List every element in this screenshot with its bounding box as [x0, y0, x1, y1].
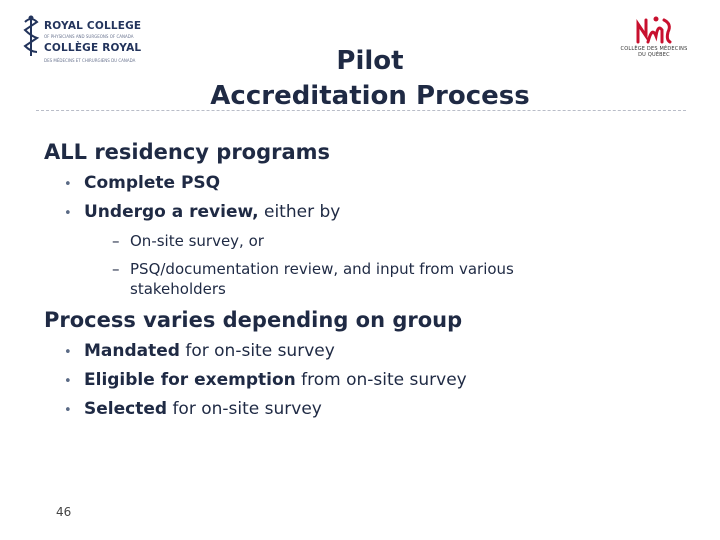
title-line1: Pilot	[336, 46, 404, 76]
bullet-dot: •	[64, 403, 72, 418]
cmq-logo	[612, 14, 696, 74]
bullet-bold: Undergo a review,	[84, 202, 259, 222]
bullet-bold: Complete PSQ	[84, 173, 221, 193]
caduceus-icon	[22, 14, 40, 58]
section2-heading: Process varies depending on group	[44, 308, 463, 332]
bullet-rest: from on-site survey	[295, 370, 467, 390]
subitem-text: On-site survey, or	[130, 232, 264, 250]
section2-bullet1	[64, 341, 335, 361]
section1-bullet1	[64, 173, 220, 193]
bullet-rest: for on-site survey	[167, 399, 322, 419]
dash-marker: –	[112, 232, 120, 250]
bullet-bold: Selected	[84, 399, 168, 419]
bullet-dot: •	[64, 374, 72, 389]
logo-right-line1: COLLÈGE DES MÉDECINS	[620, 46, 688, 52]
section2-bullet2	[64, 370, 467, 390]
bullet-rest: either by	[258, 202, 341, 222]
subitem-continuation: stakeholders	[130, 280, 226, 298]
bullet-dot: •	[64, 177, 72, 192]
logo-left-tagline1: OF PHYSICIANS AND SURGEONS OF CANADA	[44, 34, 134, 39]
section1-heading: ALL residency programs	[44, 140, 331, 164]
section1-bullet2	[64, 202, 340, 222]
bullet-bold: Mandated	[84, 341, 180, 361]
section1-subitem1	[112, 229, 612, 253]
logo-left-line2: COLLÈGE ROYAL	[44, 42, 142, 54]
bullet-rest: for on-site survey	[179, 341, 335, 361]
section1-subitem2	[112, 257, 612, 301]
royal-college-logo	[22, 10, 142, 62]
section2-bullet3	[64, 399, 322, 419]
bullet-dot: •	[64, 206, 72, 221]
bullet-dot: •	[64, 345, 72, 360]
logo-left-line1: ROYAL COLLEGE	[44, 20, 142, 32]
logo-right-line2: DU QUÉBEC	[638, 52, 670, 58]
logo-left-tagline2: DES MÉDECINS ET CHIRURGIENS DU CANADA	[44, 58, 136, 63]
cmq-emblem-icon	[634, 14, 674, 46]
bullet-bold: Eligible for exemption	[84, 370, 296, 390]
title-line2: Accreditation Process	[210, 81, 530, 111]
subitem-text: PSQ/documentation review, and input from various	[130, 260, 514, 278]
title-divider	[36, 110, 686, 111]
slide-title	[150, 44, 590, 114]
dash-marker: –	[112, 260, 120, 278]
page-number: 46	[56, 505, 72, 519]
